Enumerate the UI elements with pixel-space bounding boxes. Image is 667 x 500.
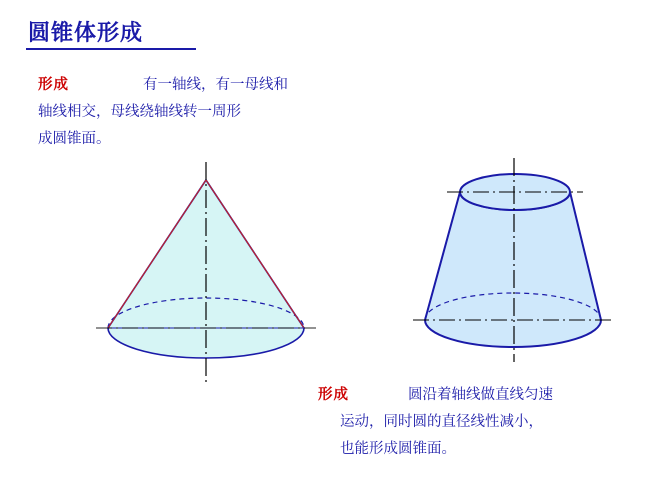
caption-left-line3: 成圆锥面。 bbox=[38, 131, 111, 147]
frustum-body bbox=[425, 192, 601, 347]
caption-left-line1: 有一轴线，有一母线和 bbox=[143, 77, 288, 93]
caption-right-line1: 圆沿着轴线做直线匀速 bbox=[408, 387, 553, 403]
caption-right-keyword: 形成 bbox=[318, 387, 349, 403]
caption-right-line2: 运动，同时圆的直径线性减小， bbox=[340, 414, 543, 430]
frustum-diagram bbox=[395, 150, 635, 380]
caption-left-line2: 轴线相交，母线绕轴线转一周形 bbox=[38, 104, 241, 120]
caption-left bbox=[38, 72, 368, 153]
cone-diagram bbox=[80, 150, 340, 400]
title-underline bbox=[26, 48, 196, 50]
caption-right bbox=[318, 382, 638, 463]
caption-left-keyword: 形成 bbox=[38, 77, 69, 93]
page-title: 圆锥体形成 bbox=[28, 21, 144, 46]
caption-right-line3: 也能形成圆锥面。 bbox=[340, 441, 456, 457]
